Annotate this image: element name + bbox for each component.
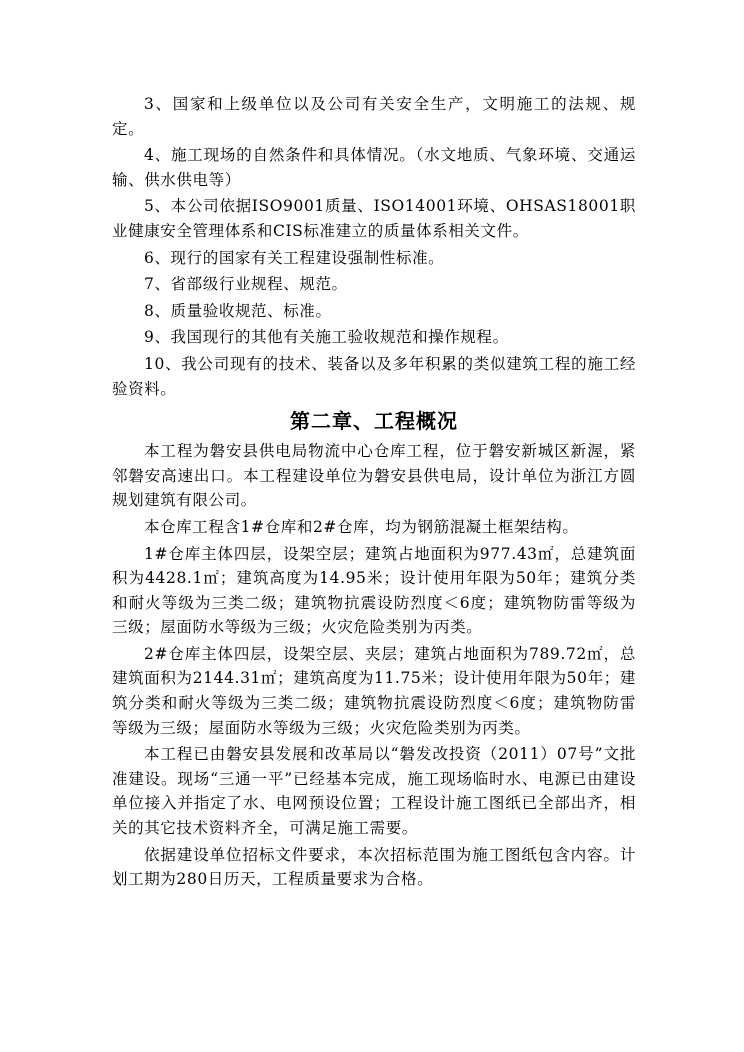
document-page — [112, 92, 636, 892]
basis-item-9: 9、我国现行的其他有关施工验收规范和操作规程。 — [144, 328, 509, 347]
basis-item-8: 8、质量验收规范、标准。 — [144, 301, 332, 320]
basis-item-10: 10、我公司现有的技术、装备以及多年积累的类似建筑工程的施工经验资料。 — [112, 354, 636, 398]
chapter-title: 第二章、工程概况 — [290, 409, 458, 434]
overview-paragraph-scope: 依据建设单位招标文件要求，本次招标范围为施工图纸包含内容。计划工期为280日历天，工程质量要求为合格。 — [112, 845, 636, 889]
overview-paragraph-project: 本工程为磐安县供电局物流中心仓库工程，位于磐安新城区新渥，紧邻磐安高速出口。本工程建设单位为磐安县供电局，设计单位为浙江方圆规划建筑有限公司。 — [112, 442, 636, 510]
basis-item-6: 6、现行的国家有关工程建设强制性标准。 — [144, 248, 445, 267]
overview-paragraph-warehouses: 本仓库工程含1#仓库和2#仓库，均为钢筋混凝土框架结构。 — [144, 517, 579, 536]
overview-paragraph-approval: 本工程已由磐安县发展和改革局以“磐发改投资（2011）07号”文批准建设。现场“三通一平”已经基本完成，施工现场临时水、电源已由建设单位接入并指定了水、电网预设位置；工程设计施工图纸已全部出齐，相关的其它技术资料齐全，可满足施工需要。 — [112, 745, 636, 838]
overview-paragraph-warehouse-2: 2#仓库主体四层，设架空层、夹层；建筑占地面积为789.72㎡，总建筑面积为2144.31㎡；建筑高度为11.75米；设计使用年限为50年；建筑分类和耐火等级为三类二级；建筑物抗震设防烈度＜6度；建筑物防雷等级为三级；屋面防水等级为三级；火灾危险类别为丙类。 — [112, 644, 636, 737]
basis-item-4: 4、施工现场的自然条件和具体情况。（水文地质、气象环境、交通运输、供水供电等） — [112, 146, 636, 189]
basis-item-7: 7、省部级行业规程、规范。 — [144, 275, 348, 294]
overview-paragraph-warehouse-1: 1#仓库主体四层，设架空层；建筑占地面积为977.43㎡，总建筑面积为4428.1㎡；建筑高度为14.95米；设计使用年限为50年；建筑分类和耐火等级为三类二级；建筑物抗震设防烈度＜6度；建筑物防雷等级为三级；屋面防水等级为三级；火灾危险类别为丙类。 — [112, 544, 636, 637]
basis-item-5: 5、本公司依据ISO9001质量、ISO14001环境、OHSAS18001职业健康安全管理体系和CIS标准建立的质量体系相关文件。 — [112, 197, 636, 240]
basis-item-3: 3、国家和上级单位以及公司有关安全生产，文明施工的法规、规定。 — [112, 95, 636, 138]
